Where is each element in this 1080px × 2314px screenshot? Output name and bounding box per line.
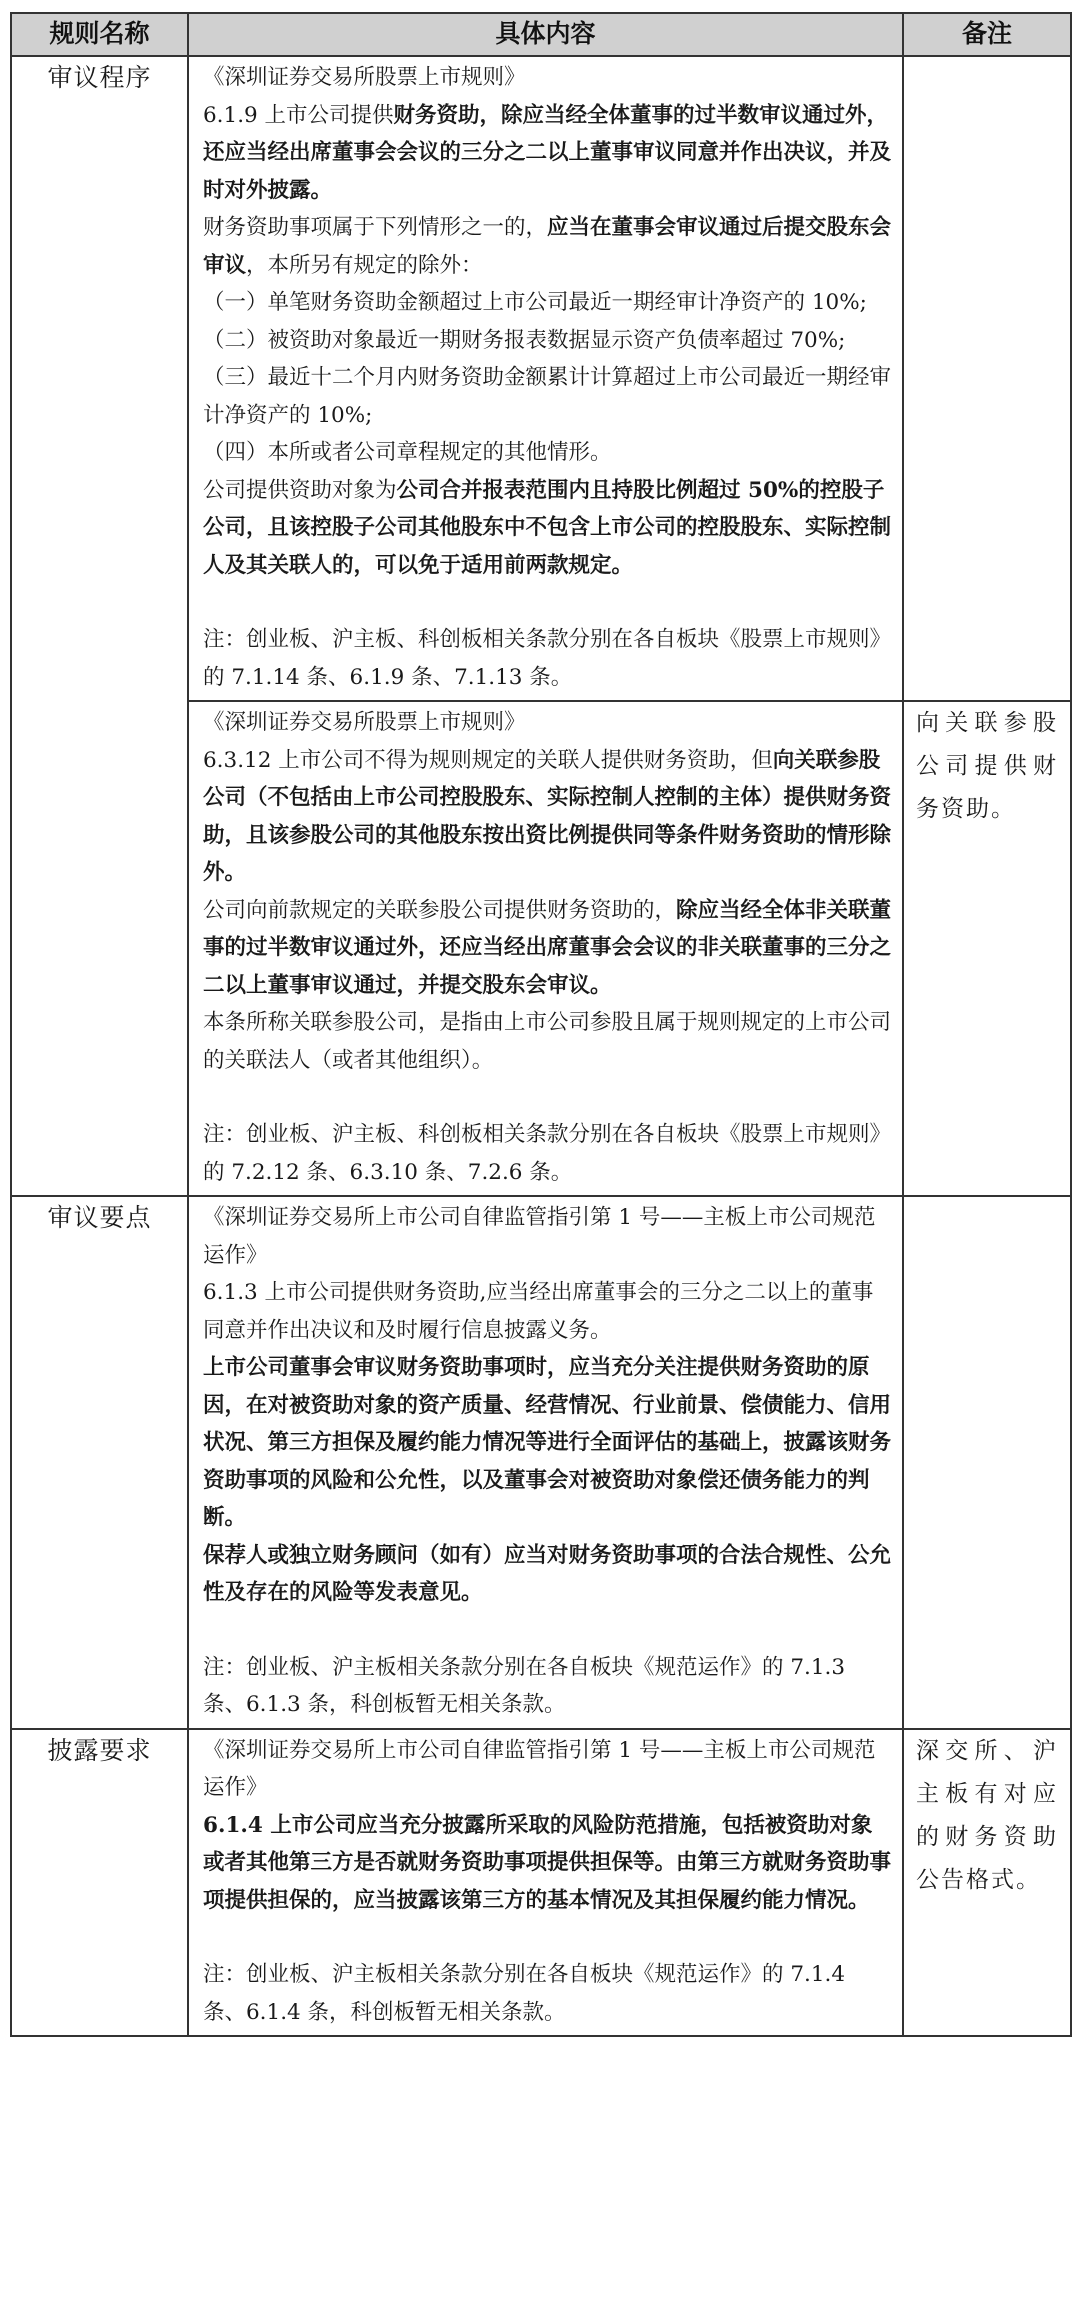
content-paragraph <box>203 742 892 892</box>
text: 财务资助事项属于下列情形之一的， <box>203 215 548 240</box>
spacer <box>203 1612 892 1649</box>
remark-cell: 向关联参股公司提供财务资助。 <box>903 701 1071 1196</box>
text: 本条所称关联参股公司，是指由上市公司参股且属于规则规定的上市公司的关联法人（或者其他组织）。 <box>203 1010 892 1073</box>
bold-text: 保荐人或独立财务顾问（如有）应当对财务资助事项的合法合规性、公允性及存在的风险等发表意见。 <box>203 1542 892 1605</box>
rule-name-cell: 审议要点 <box>11 1196 188 1729</box>
content-paragraph <box>203 704 892 742</box>
remark-cell: 深交所、沪主板有对应的财务资助公告格式。 <box>903 1729 1071 2037</box>
content-paragraph <box>203 209 892 284</box>
text: 6.1.3 上市公司提供财务资助,应当经出席董事会的三分之二以上的董事同意并作出决议和及时履行信息披露义务。 <box>203 1280 874 1343</box>
text: 《深圳证券交易所上市公司自律监管指引第 1 号——主板上市公司规范运作》 <box>203 1737 876 1800</box>
table-row <box>11 1196 1071 1729</box>
text: 《深圳证券交易所股票上市规则》 <box>203 65 526 90</box>
bold-text: 除应当经全体非关联董事的过半数审议通过外，还应当经出席董事会会议的非关联董事的三分之二以上董事审议通过，并提交股东会审议。 <box>203 897 892 998</box>
bold-text: 财务资助，除应当经全体董事的过半数审议通过外，还应当经出席董事会会议的三分之二以上董事审议同意并作出决议，并及时对外披露。 <box>203 102 892 203</box>
text: 注：创业板、沪主板、科创板相关条款分别在各自板块《股票上市规则》的 7.2.12 条、6.3.10 条、7.2.6 条。 <box>203 1122 892 1185</box>
text: 6.1.9 上市公司提供 <box>203 102 394 128</box>
text: （一）单笔财务资助金额超过上市公司最近一期经审计净资产的 10%; <box>203 290 867 315</box>
text: 《深圳证券交易所上市公司自律监管指引第 1 号——主板上市公司规范运作》 <box>203 1205 876 1268</box>
rules-table <box>10 12 1072 2037</box>
content-paragraph <box>203 1116 892 1191</box>
spacer <box>203 584 892 621</box>
text: ，本所另有规定的除外： <box>246 252 483 278</box>
text: （四）本所或者公司章程规定的其他情形。 <box>203 440 612 465</box>
rule-content-cell <box>188 1729 903 2037</box>
bold-text: 上市公司董事会审议财务资助事项时，应当充分关注提供财务资助的原因，在对被资助对象的资产质量、经营情况、行业前景、偿债能力、信用状况、第三方担保及履约能力情况等进行全面评估的基础上，披露该财务资助事项的风险和公允性，以及董事会对被资助对象偿还债务能力的判断。 <box>203 1355 892 1530</box>
rule-name-cell: 审议程序 <box>11 56 188 1196</box>
remark-cell <box>903 1196 1071 1729</box>
content-paragraph <box>203 1732 892 1807</box>
header-content: 具体内容 <box>188 13 903 56</box>
text: 《深圳证券交易所股票上市规则》 <box>203 710 526 735</box>
rule-content-cell <box>188 701 903 1196</box>
spacer <box>203 1079 892 1116</box>
content-paragraph <box>203 59 892 97</box>
rule-content-cell <box>188 1196 903 1729</box>
rule-content-cell <box>188 56 903 701</box>
content-paragraph <box>203 1649 892 1724</box>
content-paragraph <box>203 1274 892 1349</box>
content-paragraph <box>203 1199 892 1274</box>
text: 6.3.12 上市公司不得为规则规定的关联人提供财务资助，但 <box>203 747 773 773</box>
content-paragraph <box>203 434 892 472</box>
table-row <box>11 56 1071 701</box>
content-paragraph <box>203 892 892 1005</box>
text: 公司向前款规定的关联参股公司提供财务资助的， <box>203 897 677 923</box>
remark-cell <box>903 56 1071 701</box>
content-paragraph <box>203 97 892 210</box>
text: （三）最近十二个月内财务资助金额累计计算超过上市公司最近一期经审计净资产的 10%; <box>203 365 892 428</box>
bold-text: 向关联参股公司（不包括由上市公司控股股东、实际控制人控制的主体）提供财务资助，且该参股公司的其他股东按出资比例提供同等条件财务资助的情形除外。 <box>203 747 892 885</box>
rule-name-cell: 披露要求 <box>11 1729 188 2037</box>
bold-text: 6.1.4 上市公司应当充分披露所采取的风险防范措施，包括被资助对象或者其他第三方是否就财务资助事项提供担保等。由第三方就财务资助事项提供担保的，应当披露该第三方的基本情况及其担保履约能力情况。 <box>203 1812 892 1913</box>
text: 注：创业板、沪主板、科创板相关条款分别在各自板块《股票上市规则》的 7.1.14 条、6.1.9 条、7.1.13 条。 <box>203 627 892 690</box>
bold-text: 公司合并报表范围内且持股比例超过 50%的控股子公司，且该控股子公司其他股东中不包含上市公司的控股股东、实际控制人及其关联人的，可以免于适用前两款规定。 <box>203 477 892 578</box>
content-paragraph <box>203 1956 892 2031</box>
content-paragraph <box>203 472 892 585</box>
text: （二）被资助对象最近一期财务报表数据显示资产负债率超过 70%; <box>203 327 846 353</box>
header-remark: 备注 <box>903 13 1071 56</box>
content-paragraph <box>203 1537 892 1612</box>
table-header-row <box>11 13 1071 56</box>
text: 公司提供资助对象为 <box>203 477 397 503</box>
bold-text: 应当在董事会审议通过后提交股东会审议 <box>203 215 892 278</box>
content-paragraph <box>203 621 892 696</box>
content-paragraph <box>203 1349 892 1537</box>
text: 注：创业板、沪主板相关条款分别在各自板块《规范运作》的 7.1.4 条、6.1.4 条，科创板暂无相关条款。 <box>203 1962 846 2025</box>
content-paragraph <box>203 359 892 434</box>
content-paragraph <box>203 284 892 322</box>
content-paragraph <box>203 1807 892 1920</box>
header-rule-name: 规则名称 <box>11 13 188 56</box>
content-paragraph <box>203 1004 892 1079</box>
text: 注：创业板、沪主板相关条款分别在各自板块《规范运作》的 7.1.3 条、6.1.3 条，科创板暂无相关条款。 <box>203 1654 846 1717</box>
content-paragraph <box>203 322 892 360</box>
table-row <box>11 1729 1071 2037</box>
spacer <box>203 1919 892 1956</box>
